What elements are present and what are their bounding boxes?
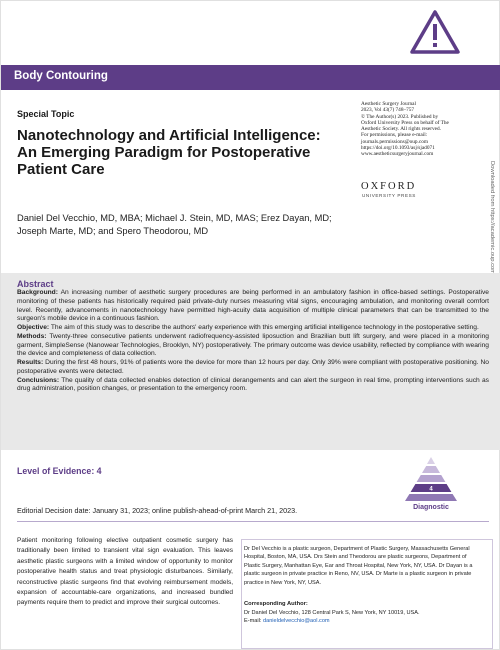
publisher-subtitle: UNIVERSITY PRESS: [362, 193, 416, 198]
warning-triangle-icon: [409, 9, 461, 55]
author-line: Daniel Del Vecchio, MD, MBA; Michael J. Stein, MD, MAS; Erez Dayan, MD;: [17, 213, 332, 223]
corresponding-address: Dr Daniel Del Vecchio, 128 Central Park S, New York, NY 10019, USA.: [244, 610, 420, 616]
journal-line: Oxford University Press on behalf of The: [361, 119, 449, 126]
diagnostic-label: Diagnostic: [413, 504, 449, 511]
abstract-background: [17, 289, 489, 324]
journal-line: © The Author(s) 2023. Published by: [361, 113, 439, 120]
abstract-body: [17, 289, 489, 394]
diagnostic-level-number: 4: [429, 486, 433, 493]
editorial-decision: Editorial Decision date: January 31, 2023; online publish-ahead-of-print March 21, 2023.: [17, 506, 298, 515]
results-label: Results:: [17, 359, 44, 366]
journal-website-link[interactable]: www.aestheticsurgeryjournal.com: [361, 151, 434, 158]
journal-info: [361, 101, 483, 158]
section-label: Body Contouring: [14, 70, 108, 82]
abstract-objective: [17, 324, 489, 333]
results-text: During the first 48 hours, 91% of patients wore the device for more than 12 hours per day. Only 39% were compliant with postoperative positioning. No postoperative events were detected.: [17, 359, 489, 375]
intro-paragraph: Patient monitoring following elective outpatient cosmetic surgery has traditionally been limited to transient vital sign evaluation. This leaves aesthetic plastic surgeons with a limited window of opportunity to monitor postoperative health status and treat physiologic disturbances. Similarly, reconstructive plastic surgeons find that evolving reimbursement models, expansion of accountable-care organizations, and increased bundled payments require them to predict and improve their surgical outcomes.: [17, 537, 233, 607]
objective-text: The aim of this study was to describe the authors' early experience with this emerging artificial intelligence technology in the postoperative setting.: [50, 324, 479, 331]
methods-label: Methods:: [17, 332, 47, 340]
author-line: Joseph Marte, MD; and Spero Theodorou, MD: [17, 226, 209, 236]
objective-label: Objective:: [17, 324, 50, 331]
section-banner: [1, 65, 500, 90]
journal-line[interactable]: journals.permissions@oup.com: [361, 138, 428, 145]
affiliation-text: Dr Del Vecchio is a plastic surgeon, Department of Plastic Surgery, Massachusetts General Hospital, Boston, MA, USA. Drs Stein and Theodorou are plastic surgeons, Department of Plastic Surgery, Manhattan Eye, Ear and Throat Hospital, New York, NY, USA. Dr Dayan is a plastic surgeon in private practice in Reno, NV, USA. Dr Marte is a plastic surgeon in private practice in New York, NY, USA.: [244, 546, 473, 586]
publisher-logo: OXFORD: [361, 181, 417, 192]
abstract-results: [17, 359, 489, 377]
abstract-methods: [17, 333, 489, 359]
email-link[interactable]: danieldelvecchio@aol.com: [262, 618, 330, 625]
methods-text: Twenty-three consecutive patients underwent radiofrequency-assisted liposuction and Brazilian butt lift surgery, and were placed in a monitoring garment, SimpleSense (Nanowear Technologies, Brooklyn, NY) postoperatively. The primary outcome was device usability, reflected by compliance with wearing the device and completeness of data collection.: [17, 332, 489, 358]
abstract-conclusions: [17, 377, 489, 395]
title-line: Nanotechnology and Artificial Intelligence:: [17, 127, 321, 144]
evidence-pyramid-icon: [401, 455, 461, 503]
background-label: Background:: [17, 289, 58, 296]
corresponding-details: [244, 609, 484, 626]
journal-line: Aesthetic Surgery Journal: [361, 101, 416, 107]
background-text: An increasing number of aesthetic surgery procedures are being performed in an ambulatory fashion in office-based settings. Postoperative monitoring of these patients has historically required paid private-duty nurses measuring vital signs, encouraging ambulation, and monitoring overall comfort level. Recently, advancements in nanotechnology have permitted high-acuity data acquisition of multiple clinical parameters that can be transmitted to the surgeon's mobile device in a continuous fashion.: [17, 289, 489, 323]
article-title: [17, 127, 347, 178]
title-line: An Emerging Paradigm for Postoperative: [17, 144, 311, 161]
divider: [17, 521, 489, 522]
corresponding-heading: Corresponding Author:: [244, 601, 308, 607]
author-list: [17, 212, 357, 238]
email-label: E-mail:: [244, 618, 262, 625]
level-of-evidence: Level of Evidence: 4: [17, 466, 102, 476]
journal-line: For permissions, please e-mail:: [361, 132, 428, 139]
conclusions-text: The quality of data collected enables detection of clinical derangements and can alert the surgeon in real time, prompting interventions such as drug administration, position changes, or presentation to the emergency room.: [17, 376, 489, 393]
abstract-heading: Abstract: [17, 279, 54, 289]
doi-link[interactable]: https://doi.org/10.1093/asj/sjad071: [361, 145, 435, 152]
conclusions-label: Conclusions:: [17, 376, 60, 384]
special-topic-label: Special Topic: [17, 109, 75, 119]
title-line: Patient Care: [17, 161, 105, 178]
journal-line: 2023, Vol 43(7) 748–757: [361, 107, 415, 114]
corresponding-email-row: [244, 617, 484, 625]
journal-line: Aesthetic Society. All rights reserved.: [361, 126, 441, 133]
